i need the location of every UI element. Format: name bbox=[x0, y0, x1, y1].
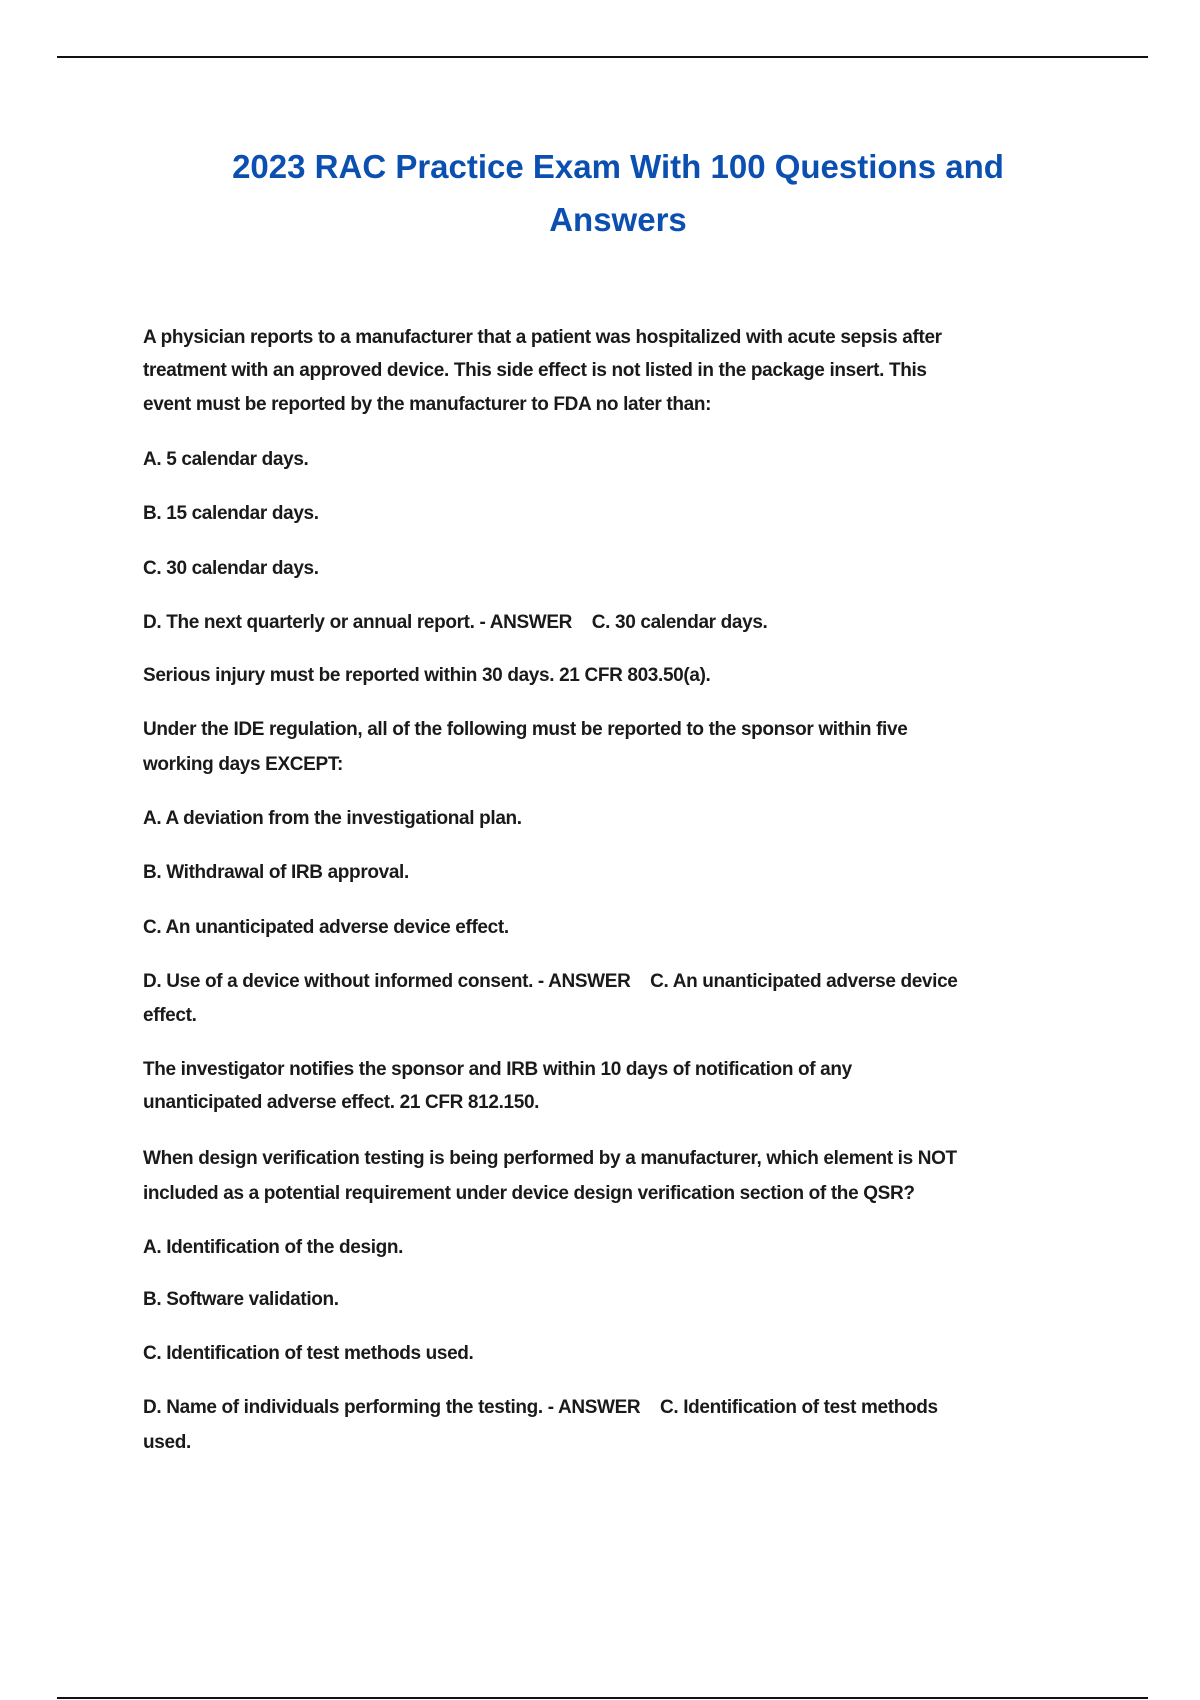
option-b: B. 15 calendar days. bbox=[143, 503, 319, 524]
option-d-answer: D. The next quarterly or annual report. - ANSWER C. 30 calendar days. bbox=[143, 612, 768, 633]
question-text: treatment with an approved device. This side effect is not listed in the package insert. This bbox=[143, 360, 927, 381]
option-d-answer-cont: effect. bbox=[143, 1005, 197, 1026]
bottom-rule bbox=[57, 1697, 1148, 1699]
option-a: A. Identification of the design. bbox=[143, 1237, 404, 1258]
option-b: B. Withdrawal of IRB approval. bbox=[143, 862, 409, 883]
option-d-answer-cont: used. bbox=[143, 1432, 191, 1453]
option-c: C. An unanticipated adverse device effect. bbox=[143, 917, 509, 938]
explanation: unanticipated adverse effect. 21 CFR 812.150. bbox=[143, 1092, 540, 1113]
question-text: included as a potential requirement under device design verification section of the QSR? bbox=[143, 1183, 915, 1204]
option-c: C. Identification of test methods used. bbox=[143, 1343, 474, 1364]
question-text: working days EXCEPT: bbox=[143, 754, 343, 775]
option-d-answer: D. Use of a device without informed consent. - ANSWER C. An unanticipated adverse device bbox=[143, 971, 958, 992]
question-text: event must be reported by the manufacturer to FDA no later than: bbox=[143, 394, 712, 415]
option-c: C. 30 calendar days. bbox=[143, 558, 319, 579]
document-title-line-2: Answers bbox=[549, 201, 687, 238]
option-b: B. Software validation. bbox=[143, 1289, 339, 1310]
explanation: Serious injury must be reported within 30 days. 21 CFR 803.50(a). bbox=[143, 665, 711, 686]
question-text: When design verification testing is being performed by a manufacturer, which element is NOT bbox=[143, 1148, 957, 1169]
top-rule bbox=[57, 56, 1148, 58]
option-a: A. 5 calendar days. bbox=[143, 449, 309, 470]
option-d-answer: D. Name of individuals performing the testing. - ANSWER C. Identification of test methods bbox=[143, 1397, 938, 1418]
question-text: Under the IDE regulation, all of the following must be reported to the sponsor within five bbox=[143, 719, 908, 740]
option-a: A. A deviation from the investigational plan. bbox=[143, 808, 522, 829]
explanation: The investigator notifies the sponsor and IRB within 10 days of notification of any bbox=[143, 1059, 852, 1080]
document-title: 2023 RAC Practice Exam With 100 Questions and bbox=[232, 148, 1004, 185]
question-text: A physician reports to a manufacturer that a patient was hospitalized with acute sepsis after bbox=[143, 327, 942, 348]
